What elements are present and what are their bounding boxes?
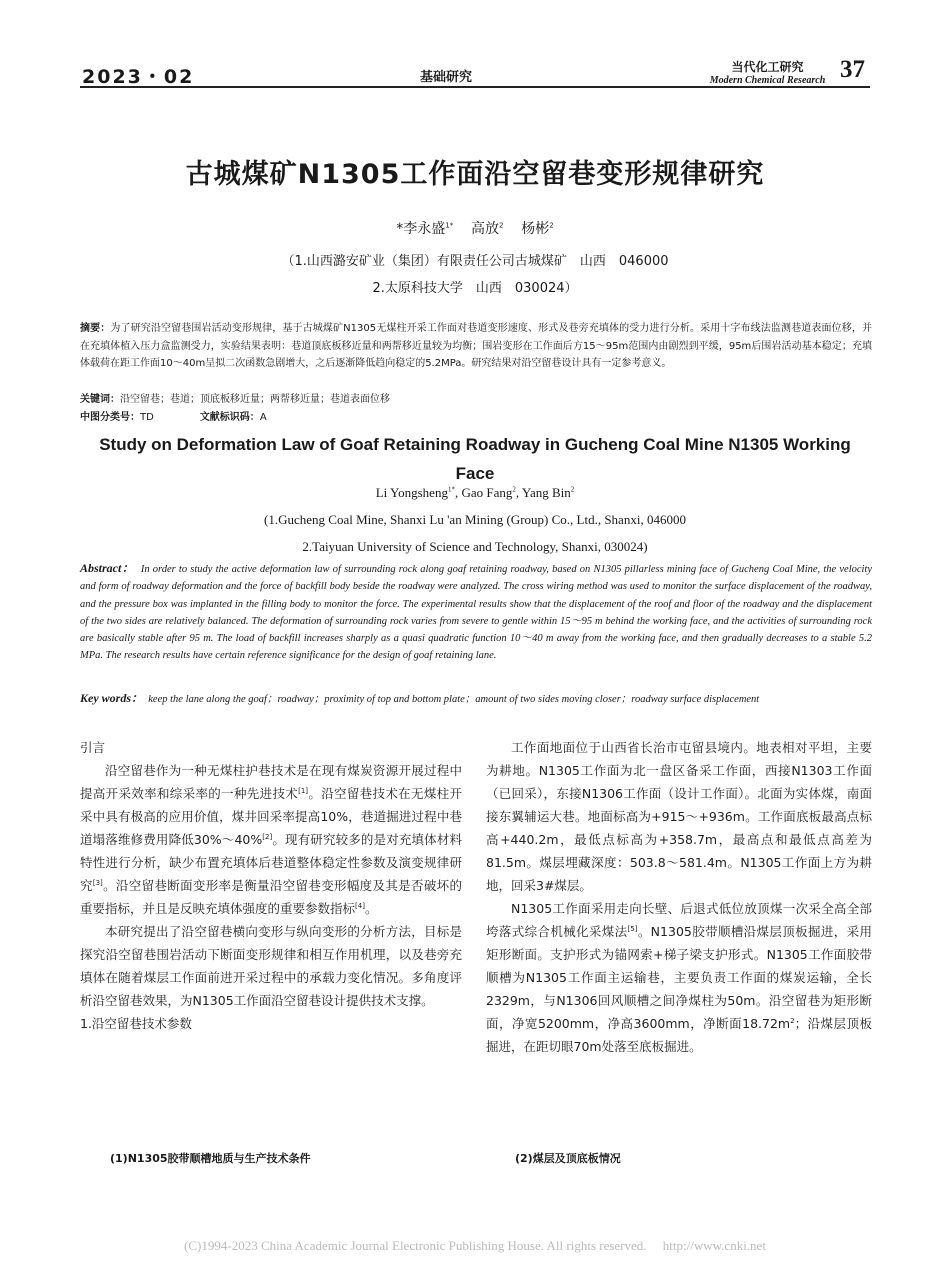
affiliation-2: 2.太原科技大学 山西 030024） bbox=[372, 281, 578, 296]
ref-4: [4] bbox=[355, 901, 365, 910]
en-author-mark: 1* bbox=[447, 485, 455, 494]
text-run: N1305工作面采用走向长壁、后退式低位放顶煤一次采全高全部垮落式综合机械化采煤法 bbox=[486, 901, 872, 939]
en-abstract-text: In order to study the active deformation law of surrounding rock along goaf retaining roadway, based on N1305 pillarless mining face of Gucheng Coal Mine, the velocity and form of roadway deformation and the force of backfill body beside the roadway were analyzed. The cross wiring method was used to monitor the surface displacement of the roadway, and the pressure box was implanted in the filling body to monitor the force. The experimental results show that the displacement of the roof and floor of the roadway and the displacement of the two sides are relatively balanced. The deformation of surrounding rock varies from severe to gentle within 15～95 m behind the working face, and the activities of surrounding rock are basically stable after 95 m. The load of backfill increases sharply as a quasi quadratic function 10～40 m away from the working face, and then gradually decreases to a stable 5.2 MPa. The research results have certain reference significance for the design of goaf retaining lane. bbox=[80, 564, 873, 662]
en-title: Study on Deformation Law of Goaf Retaining Roadway in Gucheng Coal Mine N1305 Working Face bbox=[99, 435, 851, 483]
right-paragraph-1: 工作面地面位于山西省长治市屯留县境内。地表相对平坦，主要为耕地。N1305工作面为北一盘区备采工作面，西接N1303工作面（已回采），东接N1306工作面（设计工作面）。北面为实体煤，南面接东翼辅运大巷。地面标高为+915～+936m。工作面底板最高点标高+440.2m，最低点标高为+358.7m，最高点和最低点高差为81.5m。煤层埋藏深度：503.8～581.4m。N1305工作面上方为耕地，回采3#煤层。 bbox=[486, 740, 872, 893]
intro-paragraph-1 bbox=[80, 759, 462, 920]
section-label: 基础研究 bbox=[420, 70, 473, 85]
en-affiliation-1: (1.Gucheng Coal Mine, Shanxi Lu 'an Mining (Group) Co., Ltd., Shanxi, 046000 bbox=[264, 512, 686, 527]
en-keywords bbox=[80, 690, 872, 708]
page-number: 37 bbox=[840, 56, 865, 83]
author-list bbox=[0, 218, 950, 238]
author-mark: 2 bbox=[499, 221, 504, 230]
cn-keywords-label: 关键词： bbox=[80, 394, 120, 405]
text-run: 。现有研究较多的是对充填体材料特性进行分析，缺少布置充填体后巷道整体稳定性参数及演变规律研究 bbox=[80, 832, 462, 893]
text-run: ；沿煤层顶板掘进，在距切眼70m处落至底板掘进。 bbox=[486, 1016, 872, 1054]
section-1-heading: 1.沿空留巷技术参数 bbox=[80, 1016, 192, 1031]
en-affiliation-2: 2.Taiyuan University of Science and Technology, Shanxi, 030024) bbox=[302, 539, 648, 554]
cn-abstract-text: 为了研究沿空留巷围岩活动变形规律，基于古城煤矿N1305无煤柱开采工作面对巷道变形速度、形式及巷旁充填体的受力进行分析。采用十字布线法监测巷道表面位移，并在充填体植入压力盒监测受力，实验结果表明：巷道顶底板移近量和两帮移近量较为均衡；围岩变形在工作面后方15～95m范围内由剧烈到平缓，95m后围岩活动基本稳定；充填体载荷在距工作面10～40m呈拟二次函数急剧增大，之后逐渐降低趋向稳定的5.2MPa。研究结果对沿空留巷设计具有一定参考意义。 bbox=[80, 323, 873, 369]
header-rule bbox=[80, 86, 870, 88]
doc-code-value: A bbox=[259, 412, 267, 423]
cn-keywords-text: 沿空留巷；巷道；顶底板移近量；两帮移近量；巷道表面位移 bbox=[120, 394, 390, 405]
journal-name bbox=[700, 58, 835, 86]
subsection-2-heading: (2)煤层及顶底板情况 bbox=[515, 1152, 621, 1165]
superscript-2: 2 bbox=[790, 1016, 795, 1025]
body-right-column bbox=[486, 736, 872, 1058]
ref-5: [5] bbox=[627, 924, 638, 933]
body-left-column bbox=[80, 736, 462, 1035]
en-keywords-text: keep the lane along the goaf；roadway；proximity of top and bottom plate；amount of two sides moving closer；roadway surface displacement bbox=[148, 694, 760, 705]
author-name: 杨彬 bbox=[521, 221, 550, 237]
journal-name-en: Modern Chemical Research bbox=[709, 75, 826, 86]
text-run: 。沿空留巷技术在无煤柱开采中具有极高的应用价值，煤井回采率提高10%，巷道掘进过程中巷道塌落维修费用降低30%～40% bbox=[80, 786, 462, 847]
affiliation-1: （1.山西潞安矿业（集团）有限责任公司古城煤矿 山西 046000 bbox=[281, 254, 669, 269]
ref-1: [1] bbox=[298, 786, 309, 795]
intro-paragraph-2: 本研究提出了沿空留巷横向变形与纵向变形的分析方法，目标是探究沿空留巷围岩活动下断面变形规律和相互作用机理，以及巷旁充填体在随着煤层工作面前进开采过程中的承载力变化情况。多角度评析沿空留巷效果，为N1305工作面沿空留巷设计提供技术支撑。 bbox=[80, 924, 462, 1008]
journal-name-cn: 当代化工研究 bbox=[731, 60, 804, 74]
en-keywords-label: Key words： bbox=[80, 691, 144, 705]
doc-code-label: 文献标识码： bbox=[199, 412, 260, 423]
author-mark: 1* bbox=[445, 221, 454, 230]
en-author-name: Li Yongsheng bbox=[375, 485, 448, 500]
ref-2: [2] bbox=[262, 832, 273, 841]
copyright-footer: (C)1994-2023 China Academic Journal Electronic Publishing House. All rights reserved. http://www.cnki.net bbox=[184, 1238, 766, 1253]
en-author-list: Li Yongsheng$^{1*}$, Gao Fang$^2$, Yang Bin$^2$ bbox=[375, 485, 575, 500]
author-name: *李永盛 bbox=[396, 221, 446, 237]
text-run: 。N1305胶带顺槽沿煤层顶板掘进，采用矩形断面。支护形式为锚网索+梯子梁支护形式。N1305工作面胶带顺槽为N1305工作面主运输巷，主要负责工作面的煤炭运输，全长2329m，与N1306回风顺槽之间净煤柱为50m。沿空留巷为矩形断面，净宽5200mm，净高3600mm，净断面18.72m bbox=[486, 924, 872, 1031]
cn-classification bbox=[80, 408, 872, 423]
cn-keywords bbox=[80, 390, 872, 405]
text-run: 。沿空留巷断面变形率是衡量沿空留巷变形幅度及其是否破坏的重要指标，并且是反映充填体强度的重要参数指标 bbox=[80, 878, 462, 916]
author-name: 高放 bbox=[471, 221, 500, 237]
cn-abstract-label: 摘要： bbox=[80, 323, 111, 334]
en-author-mark: 2 bbox=[570, 485, 575, 494]
en-author-name: Gao Fang bbox=[461, 485, 513, 500]
cn-abstract bbox=[80, 320, 872, 373]
text-run: 沿空留巷作为一种无煤柱护巷技术是在现有煤炭资源开展过程中提高开采效率和综采率的一种先进技术 bbox=[80, 763, 462, 801]
issue-label: 2023・02 bbox=[82, 66, 195, 88]
right-paragraph-2 bbox=[486, 897, 872, 1058]
en-author-name: Yang Bin bbox=[521, 485, 571, 500]
cn-class-label: 中图分类号： bbox=[80, 412, 140, 423]
ref-3: [3] bbox=[92, 878, 103, 887]
text-run: 。 bbox=[364, 901, 378, 916]
en-abstract-label: Abstract： bbox=[80, 561, 135, 575]
intro-heading: 引言 bbox=[80, 740, 106, 755]
cn-class-value: TD bbox=[140, 412, 154, 423]
en-author-mark: 2 bbox=[512, 485, 516, 494]
subsection-1-heading: (1)N1305胶带顺槽地质与生产技术条件 bbox=[110, 1152, 311, 1165]
author-mark: 2 bbox=[549, 221, 554, 230]
paper-title: 古城煤矿N1305工作面沿空留巷变形规律研究 bbox=[185, 159, 765, 190]
en-abstract bbox=[80, 560, 872, 665]
